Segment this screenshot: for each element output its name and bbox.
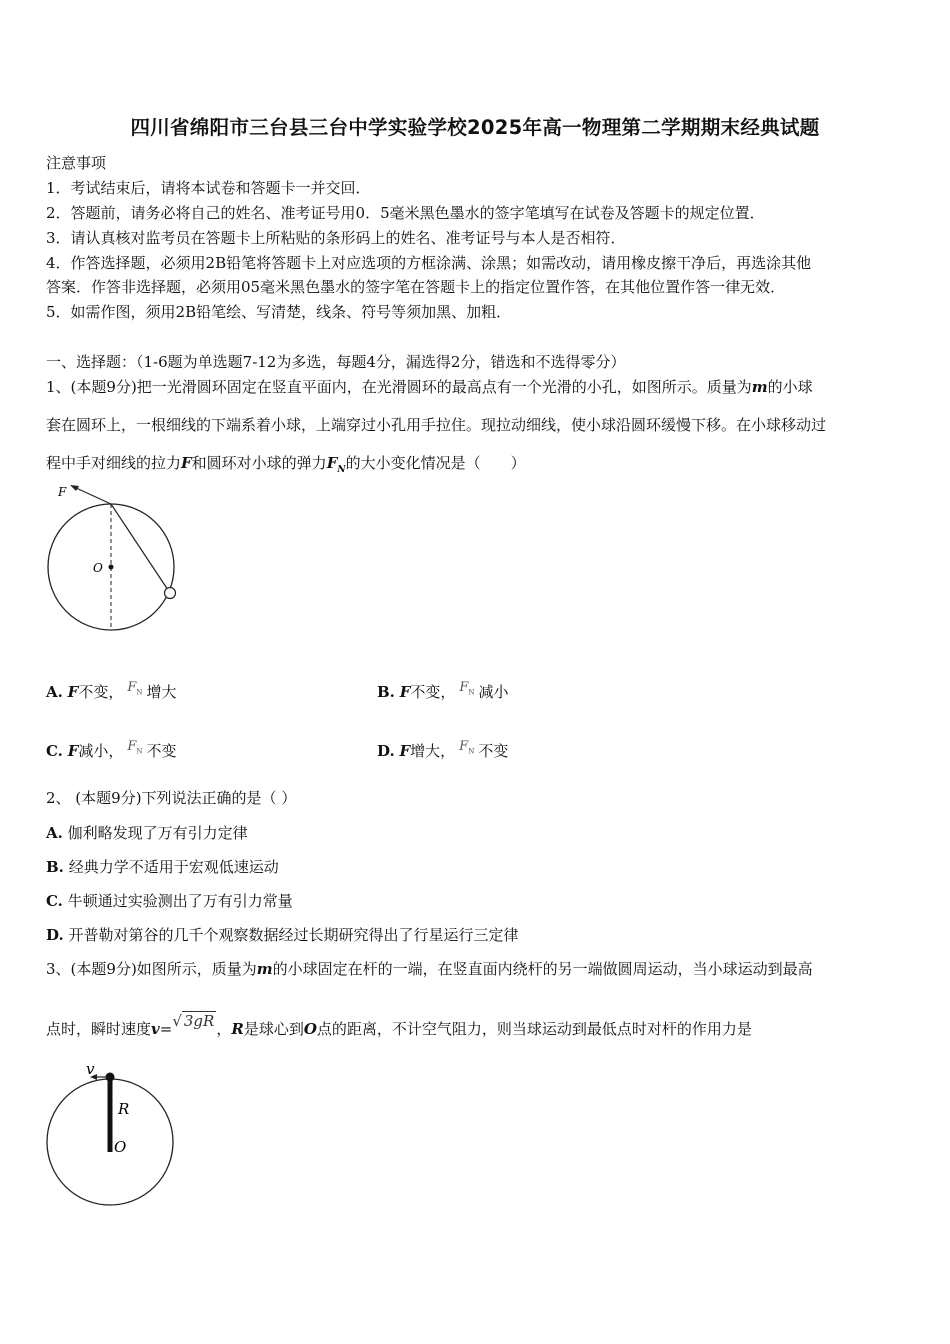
force-arrow-head xyxy=(70,485,79,491)
option-force: F xyxy=(67,742,79,760)
q2-option-b[interactable] xyxy=(46,856,279,877)
q1-option-a[interactable] xyxy=(46,681,177,703)
option-key: A. xyxy=(46,824,63,842)
q3-text: 是球心到 xyxy=(243,1020,304,1038)
q1-option-b[interactable] xyxy=(377,681,509,703)
q2-option-d[interactable] xyxy=(46,924,519,945)
notice-item: 答案．作答非选择题，必须用05毫米黑色墨水的签字笔在答题卡上的指定位置作答，在其他位置作答一律无效． xyxy=(46,278,786,296)
string-line xyxy=(111,504,170,593)
question-3-line-2 xyxy=(46,1012,752,1039)
q1-text-tail: 的小球 xyxy=(767,378,813,396)
q1-text: 1、(本题9分)把一光滑圆环固定在竖直平面内，在光滑圆环的最高点有一个光滑的小孔，如图所示。质量为 xyxy=(46,378,752,396)
notice-heading: 注意事项 xyxy=(46,154,107,172)
q3-text: 点的距离，不计空气阻力，则当球运动到最低点时对杆的作用力是 xyxy=(316,1020,752,1038)
normal-force-symbol: F xyxy=(326,454,338,472)
q1-text: 程中手对细线的拉力 xyxy=(46,454,182,472)
question-2-stem: 2、 (本题9分)下列说法正确的是（ ） xyxy=(46,789,297,807)
q3-text: 3、(本题9分)如图所示，质量为 xyxy=(46,960,257,978)
option-text: 增大 xyxy=(146,683,177,701)
fn-symbol: $F_N$ xyxy=(459,680,475,697)
sqrt-expression: √ 3gR xyxy=(172,1012,215,1030)
q3-mass-symbol: m xyxy=(256,960,273,978)
option-key: C. xyxy=(46,742,63,760)
option-text: 开普勒对第谷的几千个观察数据经过长期研究得出了行星运行三定律 xyxy=(68,926,519,944)
notice-item: 3．请认真核对监考员在答题卡上所粘贴的条形码上的姓名、准考证号与本人是否相符． xyxy=(46,229,626,247)
velocity-label: v xyxy=(86,1060,95,1078)
q1-text: 的大小变化情况是（ ） xyxy=(345,454,526,472)
q1-mass-symbol: m xyxy=(751,378,768,396)
q2-option-a[interactable] xyxy=(46,822,248,843)
notice-item: 4．作答选择题，必须用2B铅笔将答题卡上对应选项的方框涂满、涂黑；如需改动，请用橡皮擦干净后，再选涂其他 xyxy=(46,254,812,272)
option-force: F xyxy=(399,683,411,701)
center-symbol: O xyxy=(303,1020,317,1038)
page-title: 四川省绵阳市三台县三台中学实验学校2025年高一物理第二学期期末经典试题 xyxy=(130,116,820,139)
option-text: 增大， xyxy=(410,742,456,760)
section-heading: 一、选择题：（1-6题为单选题7-12为多选，每题4分，漏选得2分，错选和不选得零分） xyxy=(46,353,626,371)
small-ball xyxy=(165,588,176,599)
q1-option-d[interactable] xyxy=(377,740,508,762)
notice-item: 1．考试结束后，请将本试卷和答题卡一并交回． xyxy=(46,179,371,197)
question-1-line-2: 套在圆环上，一根细线的下端系着小球，上端穿过小孔用手拉住。现拉动细线，使小球沿圆环缓慢下移。在小球移动过 xyxy=(46,416,827,434)
q2-option-c[interactable] xyxy=(46,890,293,911)
q3-text: ， xyxy=(216,1020,232,1038)
option-text: 不变， xyxy=(78,683,124,701)
force-arrow xyxy=(74,487,111,504)
center-label: O xyxy=(93,561,103,575)
option-text: 经典力学不适用于宏观低速运动 xyxy=(68,858,279,876)
option-force: F xyxy=(67,683,79,701)
radius-label: R xyxy=(118,1100,130,1118)
equals-sign: = xyxy=(159,1020,173,1038)
option-text: 不变， xyxy=(410,683,456,701)
q3-text: 的小球固定在杆的一端，在竖直面内绕杆的另一端做圆周运动，当小球运动到最高 xyxy=(272,960,813,978)
option-key: B. xyxy=(46,858,64,876)
notice-item: 5．如需作图，须用2B铅笔绘、写清楚，线条、符号等须加黑、加粗． xyxy=(46,303,512,321)
option-text: 不变 xyxy=(146,742,177,760)
force-label: F xyxy=(58,485,67,499)
q1-ring-figure xyxy=(40,478,190,643)
option-text: 减小 xyxy=(478,683,509,701)
fn-symbol: $F_N$ xyxy=(127,680,143,697)
normal-force-subscript: N xyxy=(337,465,346,475)
option-key: B. xyxy=(377,683,395,701)
option-key: C. xyxy=(46,892,63,910)
radius-symbol: R xyxy=(231,1020,244,1038)
option-text: 不变 xyxy=(478,742,509,760)
option-text: 减小， xyxy=(78,742,124,760)
option-text: 伽利略发现了万有引力定律 xyxy=(67,824,248,842)
fn-symbol: $F_N$ xyxy=(459,739,475,756)
q1-option-c[interactable] xyxy=(46,740,177,762)
question-1-line-1 xyxy=(46,376,813,397)
notice-item: 2．答题前，请务必将自己的姓名、准考证号用0．5毫米黑色墨水的签字笔填写在试卷及答题卡的规定位置． xyxy=(46,204,765,222)
q1-text: 和圆环对小球的弹力 xyxy=(191,454,327,472)
q3-text: 点时，瞬时速度 xyxy=(46,1020,152,1038)
option-force: F xyxy=(399,742,411,760)
option-key: D. xyxy=(377,742,395,760)
velocity-symbol: v xyxy=(151,1020,160,1038)
question-1-line-3 xyxy=(46,452,526,475)
force-symbol: F xyxy=(181,454,192,472)
center-point xyxy=(109,565,114,570)
option-text: 牛顿通过实验测出了万有引力常量 xyxy=(67,892,293,910)
question-3-line-1 xyxy=(46,958,813,979)
option-key: A. xyxy=(46,683,63,701)
center-label: O xyxy=(114,1138,127,1156)
option-key: D. xyxy=(46,926,64,944)
q3-rod-figure xyxy=(46,1060,186,1220)
fn-symbol: $F_N$ xyxy=(127,739,143,756)
